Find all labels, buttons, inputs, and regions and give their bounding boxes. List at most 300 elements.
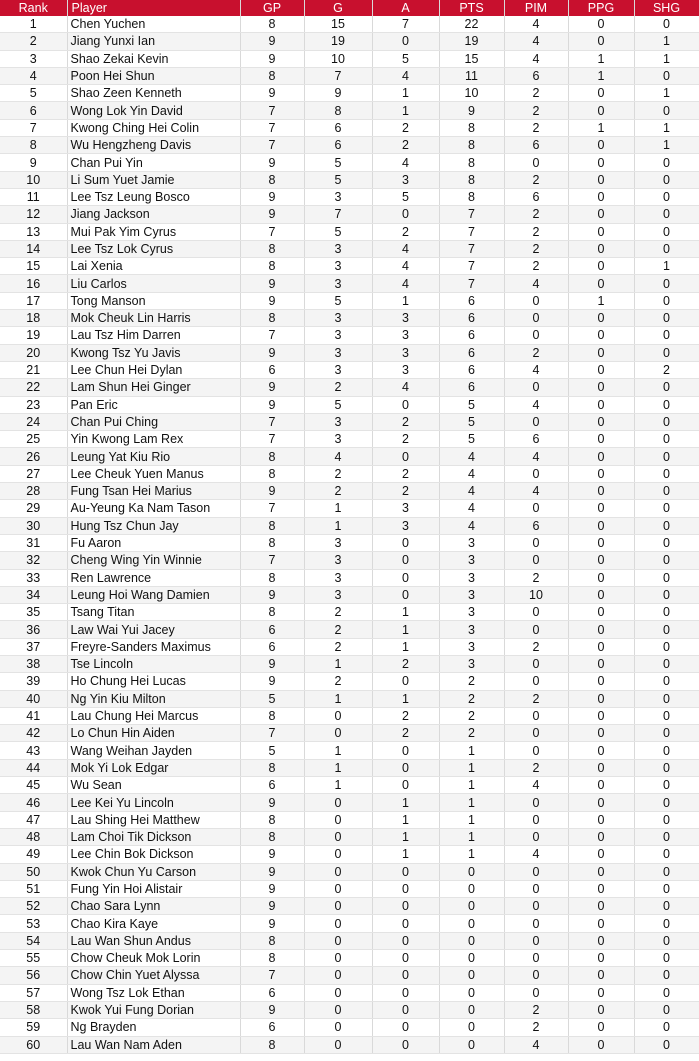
pts-cell: 6 [439, 292, 504, 309]
a-cell: 5 [372, 50, 439, 67]
shg-cell: 0 [634, 777, 699, 794]
gp-cell: 9 [240, 379, 304, 396]
ppg-cell: 0 [568, 1036, 634, 1053]
pim-cell: 0 [504, 707, 568, 724]
shg-cell: 0 [634, 742, 699, 759]
gp-cell: 6 [240, 777, 304, 794]
gp-cell: 8 [240, 707, 304, 724]
pim-cell: 0 [504, 604, 568, 621]
g-cell: 0 [304, 967, 372, 984]
a-cell: 4 [372, 275, 439, 292]
player-name-cell: Leung Yat Kiu Rio [67, 448, 240, 465]
player-name-cell: Lai Xenia [67, 258, 240, 275]
pts-cell: 1 [439, 777, 504, 794]
player-name-cell: Hung Tsz Chun Jay [67, 517, 240, 534]
pts-cell: 8 [439, 171, 504, 188]
shg-cell: 1 [634, 33, 699, 50]
player-name-cell: Fu Aaron [67, 534, 240, 551]
player-name-cell: Mok Yi Lok Edgar [67, 759, 240, 776]
a-cell: 0 [372, 950, 439, 967]
pts-cell: 5 [439, 396, 504, 413]
a-cell: 1 [372, 690, 439, 707]
shg-cell: 0 [634, 811, 699, 828]
g-cell: 3 [304, 586, 372, 603]
a-cell: 4 [372, 258, 439, 275]
pts-cell: 2 [439, 673, 504, 690]
player-name-cell: Lau Chung Hei Marcus [67, 707, 240, 724]
pts-cell: 9 [439, 102, 504, 119]
g-cell: 3 [304, 552, 372, 569]
shg-cell: 0 [634, 846, 699, 863]
pts-cell: 6 [439, 310, 504, 327]
pim-cell: 2 [504, 569, 568, 586]
ppg-cell: 0 [568, 586, 634, 603]
shg-cell: 0 [634, 984, 699, 1001]
shg-cell: 0 [634, 240, 699, 257]
a-cell: 0 [372, 448, 439, 465]
pim-cell: 0 [504, 534, 568, 551]
pim-cell: 2 [504, 1001, 568, 1018]
rank-cell: 59 [0, 1019, 67, 1036]
a-cell: 7 [372, 16, 439, 33]
gp-cell: 7 [240, 223, 304, 240]
g-cell: 3 [304, 413, 372, 430]
header-shg[interactable]: SHG [634, 0, 699, 16]
table-row [0, 638, 699, 655]
player-name-cell: Lau Tsz Him Darren [67, 327, 240, 344]
player-name-cell: Lau Wan Shun Andus [67, 932, 240, 949]
table-row [0, 137, 699, 154]
ppg-cell: 0 [568, 465, 634, 482]
rank-cell: 32 [0, 552, 67, 569]
pim-cell: 4 [504, 361, 568, 378]
a-cell: 4 [372, 240, 439, 257]
ppg-cell: 0 [568, 258, 634, 275]
rank-cell: 31 [0, 534, 67, 551]
pts-cell: 0 [439, 1019, 504, 1036]
ppg-cell: 0 [568, 932, 634, 949]
header-pim[interactable]: PIM [504, 0, 568, 16]
shg-cell: 0 [634, 638, 699, 655]
g-cell: 3 [304, 188, 372, 205]
shg-cell: 0 [634, 967, 699, 984]
header-player[interactable]: Player [67, 0, 240, 16]
table-row [0, 1036, 699, 1053]
pim-cell: 4 [504, 396, 568, 413]
table-row [0, 310, 699, 327]
rank-cell: 49 [0, 846, 67, 863]
ppg-cell: 0 [568, 206, 634, 223]
player-name-cell: Jiang Yunxi Ian [67, 33, 240, 50]
pim-cell: 0 [504, 863, 568, 880]
ppg-cell: 0 [568, 137, 634, 154]
a-cell: 2 [372, 223, 439, 240]
rank-cell: 42 [0, 725, 67, 742]
table-row [0, 258, 699, 275]
pts-cell: 11 [439, 67, 504, 84]
rank-cell: 20 [0, 344, 67, 361]
gp-cell: 8 [240, 16, 304, 33]
player-name-cell: Chen Yuchen [67, 16, 240, 33]
gp-cell: 7 [240, 431, 304, 448]
pts-cell: 10 [439, 85, 504, 102]
g-cell: 1 [304, 742, 372, 759]
a-cell: 1 [372, 846, 439, 863]
pim-cell: 0 [504, 984, 568, 1001]
table-row [0, 413, 699, 430]
pts-cell: 6 [439, 327, 504, 344]
gp-cell: 6 [240, 638, 304, 655]
g-cell: 0 [304, 811, 372, 828]
table-row [0, 16, 699, 33]
pim-cell: 0 [504, 327, 568, 344]
ppg-cell: 0 [568, 517, 634, 534]
gp-cell: 9 [240, 85, 304, 102]
ppg-cell: 0 [568, 621, 634, 638]
a-cell: 2 [372, 137, 439, 154]
g-cell: 1 [304, 500, 372, 517]
ppg-cell: 0 [568, 604, 634, 621]
pim-cell: 2 [504, 344, 568, 361]
player-name-cell: Lee Tsz Lok Cyrus [67, 240, 240, 257]
table-row [0, 950, 699, 967]
rank-cell: 17 [0, 292, 67, 309]
gp-cell: 8 [240, 950, 304, 967]
ppg-cell: 0 [568, 690, 634, 707]
pim-cell: 6 [504, 67, 568, 84]
g-cell: 0 [304, 1036, 372, 1053]
shg-cell: 1 [634, 119, 699, 136]
table-body [0, 16, 699, 1053]
pts-cell: 6 [439, 344, 504, 361]
shg-cell: 0 [634, 517, 699, 534]
player-name-cell: Chao Sara Lynn [67, 898, 240, 915]
g-cell: 3 [304, 258, 372, 275]
shg-cell: 0 [634, 690, 699, 707]
shg-cell: 0 [634, 1019, 699, 1036]
pim-cell: 4 [504, 777, 568, 794]
ppg-cell: 0 [568, 223, 634, 240]
pts-cell: 7 [439, 258, 504, 275]
rank-cell: 36 [0, 621, 67, 638]
g-cell: 1 [304, 517, 372, 534]
a-cell: 2 [372, 707, 439, 724]
pts-cell: 6 [439, 361, 504, 378]
player-name-cell: Lau Shing Hei Matthew [67, 811, 240, 828]
header-pts[interactable]: PTS [439, 0, 504, 16]
table-row [0, 483, 699, 500]
pim-cell: 2 [504, 690, 568, 707]
g-cell: 0 [304, 880, 372, 897]
table-row [0, 655, 699, 672]
rank-cell: 2 [0, 33, 67, 50]
shg-cell: 0 [634, 171, 699, 188]
pim-cell: 0 [504, 880, 568, 897]
player-name-cell: Chan Pui Yin [67, 154, 240, 171]
gp-cell: 9 [240, 206, 304, 223]
player-name-cell: Lee Kei Yu Lincoln [67, 794, 240, 811]
table-row [0, 742, 699, 759]
ppg-cell: 0 [568, 742, 634, 759]
rank-cell: 23 [0, 396, 67, 413]
table-row [0, 206, 699, 223]
gp-cell: 5 [240, 742, 304, 759]
shg-cell: 0 [634, 534, 699, 551]
header-row [0, 0, 699, 16]
table-row [0, 517, 699, 534]
player-name-cell: Lee Tsz Leung Bosco [67, 188, 240, 205]
g-cell: 3 [304, 569, 372, 586]
rank-cell: 15 [0, 258, 67, 275]
pim-cell: 0 [504, 725, 568, 742]
ppg-cell: 0 [568, 240, 634, 257]
rank-cell: 5 [0, 85, 67, 102]
pim-cell: 0 [504, 932, 568, 949]
ppg-cell: 0 [568, 500, 634, 517]
pim-cell: 6 [504, 517, 568, 534]
pts-cell: 3 [439, 569, 504, 586]
ppg-cell: 0 [568, 552, 634, 569]
gp-cell: 8 [240, 67, 304, 84]
a-cell: 0 [372, 898, 439, 915]
rank-cell: 55 [0, 950, 67, 967]
rank-cell: 30 [0, 517, 67, 534]
a-cell: 0 [372, 1036, 439, 1053]
g-cell: 3 [304, 327, 372, 344]
player-name-cell: Jiang Jackson [67, 206, 240, 223]
player-name-cell: Kwong Tsz Yu Javis [67, 344, 240, 361]
header-gp[interactable]: GP [240, 0, 304, 16]
rank-cell: 43 [0, 742, 67, 759]
gp-cell: 9 [240, 188, 304, 205]
player-name-cell: Leung Hoi Wang Damien [67, 586, 240, 603]
table-row [0, 984, 699, 1001]
a-cell: 0 [372, 932, 439, 949]
table-row [0, 327, 699, 344]
gp-cell: 6 [240, 361, 304, 378]
player-name-cell: Lam Choi Tik Dickson [67, 828, 240, 845]
g-cell: 3 [304, 534, 372, 551]
g-cell: 5 [304, 171, 372, 188]
pts-cell: 8 [439, 188, 504, 205]
gp-cell: 7 [240, 552, 304, 569]
pim-cell: 4 [504, 16, 568, 33]
table-row [0, 794, 699, 811]
g-cell: 3 [304, 275, 372, 292]
rank-cell: 24 [0, 413, 67, 430]
a-cell: 2 [372, 483, 439, 500]
table-row [0, 119, 699, 136]
a-cell: 3 [372, 171, 439, 188]
a-cell: 3 [372, 310, 439, 327]
g-cell: 3 [304, 344, 372, 361]
g-cell: 7 [304, 206, 372, 223]
shg-cell: 0 [634, 483, 699, 500]
player-name-cell: Fung Yin Hoi Alistair [67, 880, 240, 897]
rank-cell: 48 [0, 828, 67, 845]
header-rank[interactable]: Rank [0, 0, 67, 16]
rank-cell: 50 [0, 863, 67, 880]
player-name-cell: Ren Lawrence [67, 569, 240, 586]
rank-cell: 25 [0, 431, 67, 448]
gp-cell: 8 [240, 310, 304, 327]
ppg-cell: 0 [568, 361, 634, 378]
pts-cell: 1 [439, 846, 504, 863]
a-cell: 0 [372, 396, 439, 413]
shg-cell: 0 [634, 569, 699, 586]
gp-cell: 6 [240, 1019, 304, 1036]
a-cell: 2 [372, 725, 439, 742]
a-cell: 0 [372, 759, 439, 776]
header-g[interactable]: G [304, 0, 372, 16]
table-row [0, 292, 699, 309]
a-cell: 3 [372, 361, 439, 378]
gp-cell: 8 [240, 171, 304, 188]
g-cell: 7 [304, 67, 372, 84]
pts-cell: 4 [439, 483, 504, 500]
g-cell: 3 [304, 361, 372, 378]
g-cell: 8 [304, 102, 372, 119]
pim-cell: 0 [504, 915, 568, 932]
g-cell: 19 [304, 33, 372, 50]
gp-cell: 9 [240, 794, 304, 811]
rank-cell: 27 [0, 465, 67, 482]
g-cell: 1 [304, 759, 372, 776]
shg-cell: 0 [634, 863, 699, 880]
a-cell: 2 [372, 119, 439, 136]
player-name-cell: Lee Chin Bok Dickson [67, 846, 240, 863]
gp-cell: 8 [240, 604, 304, 621]
gp-cell: 7 [240, 413, 304, 430]
ppg-cell: 0 [568, 828, 634, 845]
shg-cell: 0 [634, 621, 699, 638]
rank-cell: 53 [0, 915, 67, 932]
a-cell: 0 [372, 586, 439, 603]
ppg-cell: 0 [568, 431, 634, 448]
shg-cell: 0 [634, 102, 699, 119]
a-cell: 1 [372, 604, 439, 621]
shg-cell: 2 [634, 361, 699, 378]
gp-cell: 9 [240, 275, 304, 292]
player-name-cell: Kwok Yui Fung Dorian [67, 1001, 240, 1018]
shg-cell: 0 [634, 379, 699, 396]
g-cell: 0 [304, 1019, 372, 1036]
ppg-cell: 0 [568, 655, 634, 672]
ppg-cell: 0 [568, 154, 634, 171]
player-name-cell: Shao Zekai Kevin [67, 50, 240, 67]
gp-cell: 9 [240, 50, 304, 67]
header-a[interactable]: A [372, 0, 439, 16]
pim-cell: 6 [504, 431, 568, 448]
table-row [0, 569, 699, 586]
shg-cell: 0 [634, 950, 699, 967]
ppg-cell: 0 [568, 396, 634, 413]
g-cell: 2 [304, 604, 372, 621]
pts-cell: 0 [439, 915, 504, 932]
pim-cell: 0 [504, 811, 568, 828]
g-cell: 0 [304, 846, 372, 863]
player-name-cell: Chan Pui Ching [67, 413, 240, 430]
table-row [0, 85, 699, 102]
pts-cell: 3 [439, 655, 504, 672]
g-cell: 5 [304, 292, 372, 309]
table-row [0, 621, 699, 638]
a-cell: 5 [372, 188, 439, 205]
shg-cell: 1 [634, 137, 699, 154]
g-cell: 0 [304, 915, 372, 932]
g-cell: 1 [304, 655, 372, 672]
pim-cell: 0 [504, 154, 568, 171]
pim-cell: 0 [504, 950, 568, 967]
table-row [0, 500, 699, 517]
g-cell: 1 [304, 690, 372, 707]
pts-cell: 19 [439, 33, 504, 50]
header-ppg[interactable]: PPG [568, 0, 634, 16]
rank-cell: 3 [0, 50, 67, 67]
table-row [0, 828, 699, 845]
shg-cell: 0 [634, 655, 699, 672]
table-row [0, 586, 699, 603]
rank-cell: 12 [0, 206, 67, 223]
ppg-cell: 0 [568, 85, 634, 102]
rank-cell: 52 [0, 898, 67, 915]
g-cell: 0 [304, 932, 372, 949]
rank-cell: 46 [0, 794, 67, 811]
table-row [0, 379, 699, 396]
table-row [0, 465, 699, 482]
table-row [0, 1019, 699, 1036]
g-cell: 5 [304, 154, 372, 171]
gp-cell: 9 [240, 292, 304, 309]
pim-cell: 0 [504, 465, 568, 482]
shg-cell: 0 [634, 310, 699, 327]
table-row [0, 880, 699, 897]
a-cell: 3 [372, 500, 439, 517]
pim-cell: 0 [504, 655, 568, 672]
gp-cell: 8 [240, 534, 304, 551]
shg-cell: 0 [634, 67, 699, 84]
shg-cell: 0 [634, 500, 699, 517]
table-row [0, 1001, 699, 1018]
a-cell: 3 [372, 327, 439, 344]
pts-cell: 0 [439, 1036, 504, 1053]
ppg-cell: 1 [568, 292, 634, 309]
shg-cell: 0 [634, 880, 699, 897]
pim-cell: 2 [504, 240, 568, 257]
gp-cell: 9 [240, 846, 304, 863]
player-name-cell: Lam Shun Hei Ginger [67, 379, 240, 396]
ppg-cell: 0 [568, 915, 634, 932]
shg-cell: 0 [634, 431, 699, 448]
pim-cell: 4 [504, 483, 568, 500]
pts-cell: 0 [439, 932, 504, 949]
table-row [0, 448, 699, 465]
rank-cell: 28 [0, 483, 67, 500]
gp-cell: 8 [240, 258, 304, 275]
shg-cell: 0 [634, 759, 699, 776]
table-row [0, 33, 699, 50]
g-cell: 0 [304, 950, 372, 967]
g-cell: 15 [304, 16, 372, 33]
g-cell: 10 [304, 50, 372, 67]
a-cell: 4 [372, 67, 439, 84]
player-name-cell: Law Wai Yui Jacey [67, 621, 240, 638]
ppg-cell: 0 [568, 188, 634, 205]
pim-cell: 2 [504, 1019, 568, 1036]
player-name-cell: Shao Zeen Kenneth [67, 85, 240, 102]
rank-cell: 38 [0, 655, 67, 672]
a-cell: 1 [372, 794, 439, 811]
